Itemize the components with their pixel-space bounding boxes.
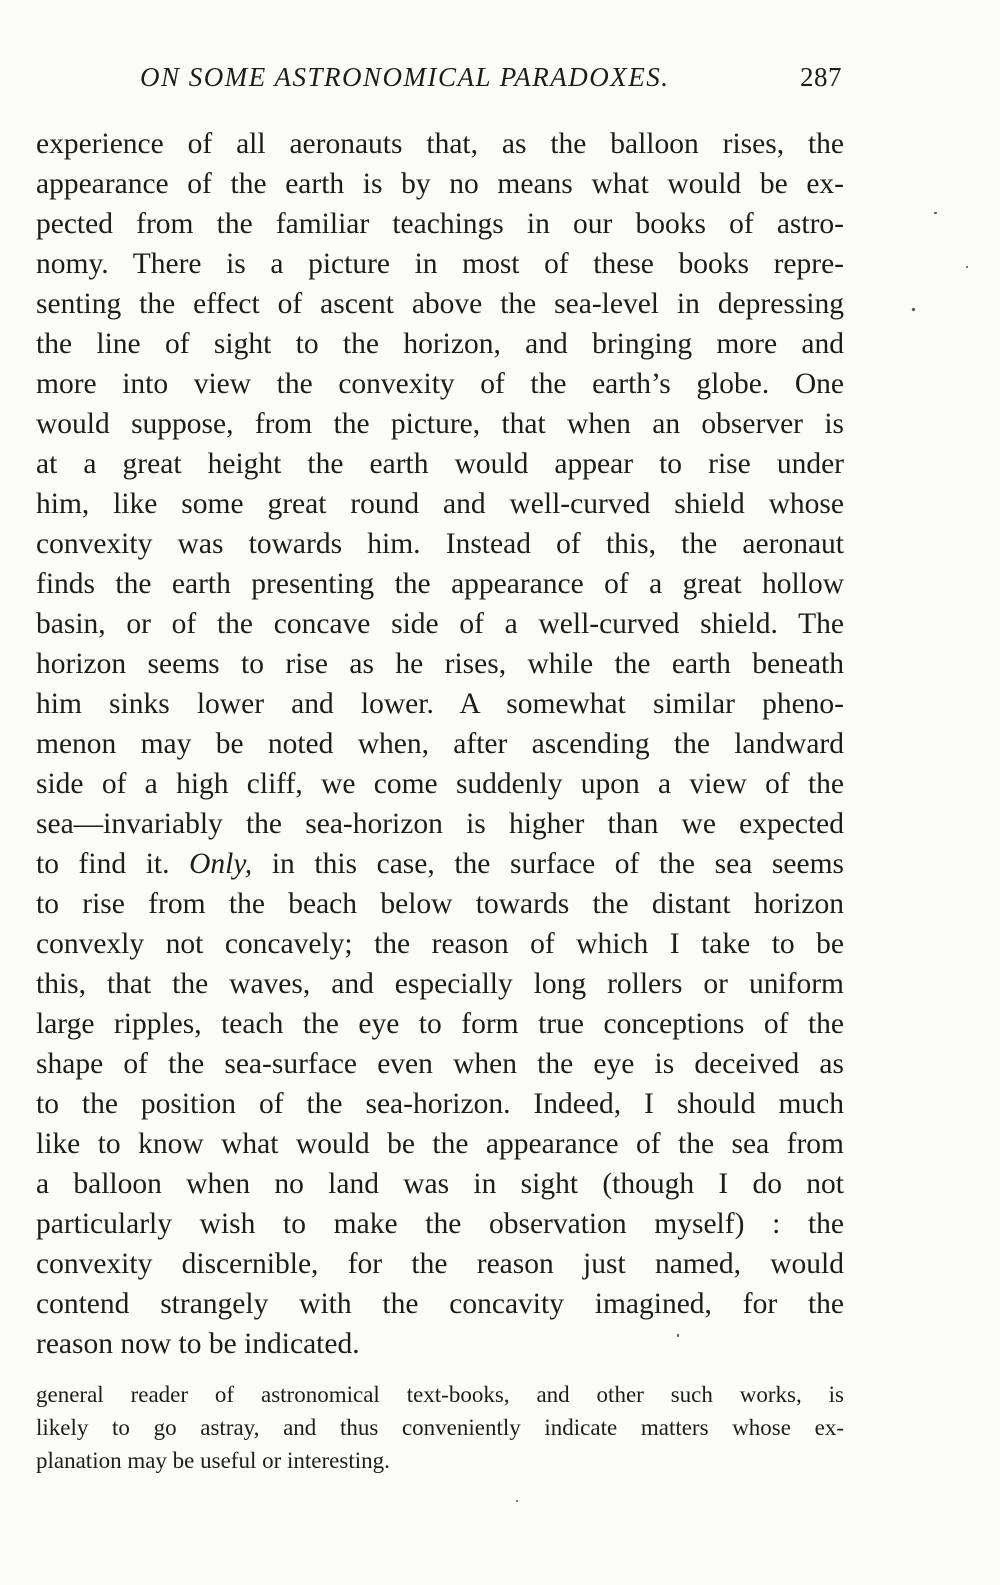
text-line: nomy. There is a picture in most of these books repre-	[36, 248, 844, 280]
text-line: senting the effect of ascent above the sea-level in depressing	[36, 288, 844, 320]
scan-speck	[677, 1334, 679, 1337]
text-line: shape of the sea-surface even when the eye is deceived as	[36, 1048, 844, 1080]
text-line: pected from the familiar teachings in our books of astro-	[36, 208, 844, 240]
text-line: this, that the waves, and especially long rollers or uniform	[36, 968, 844, 1000]
text-segment: to find it.	[36, 848, 170, 880]
footnote-line: planation may be useful or interesting.	[36, 1448, 390, 1473]
text-line: at a great height the earth would appear to rise under	[36, 448, 844, 480]
text-line: menon may be noted when, after ascending the landward	[36, 728, 844, 760]
text-line: side of a high cliff, we come suddenly upon a view of the	[36, 768, 844, 800]
scan-speck	[966, 266, 968, 268]
text-line: to the position of the sea-horizon. Indeed, I should much	[36, 1088, 844, 1120]
text-line: contend strangely with the concavity imagined, for the	[36, 1288, 844, 1320]
text-line: finds the earth presenting the appearance of a great hollow	[36, 568, 844, 600]
emphasis-only: Only,	[189, 848, 253, 880]
text-line: him sinks lower and lower. A somewhat similar pheno-	[36, 688, 844, 720]
text-line: to rise from the beach below towards the distant horizon	[36, 888, 844, 920]
text-line: particularly wish to make the observation myself) : the	[36, 1208, 844, 1240]
scan-speck	[516, 1500, 518, 1502]
text-line: the line of sight to the horizon, and bringing more and	[36, 328, 844, 360]
scan-speck	[911, 307, 915, 311]
text-line: large ripples, teach the eye to form true conceptions of the	[36, 1008, 844, 1040]
text-line: appearance of the earth is by no means what would be ex-	[36, 168, 844, 200]
text-line: sea—invariably the sea-horizon is higher than we expected	[36, 808, 844, 840]
text-line: experience of all aeronauts that, as the balloon rises, the	[36, 128, 844, 160]
footnote-line: general reader of astronomical text-books, and other such works, is	[36, 1382, 844, 1407]
scan-speck	[934, 212, 937, 214]
text-line: a balloon when no land was in sight (though I do not	[36, 1168, 844, 1200]
text-line: basin, or of the concave side of a well-curved shield. The	[36, 608, 844, 640]
text-line: reason now to be indicated.	[36, 1328, 360, 1360]
text-segment: in this case, the surface of the sea seems	[271, 848, 845, 880]
page-number: 287	[800, 62, 842, 92]
text-line: would suppose, from the picture, that when an observer is	[36, 408, 844, 440]
text-line: like to know what would be the appearance of the sea from	[36, 1128, 844, 1160]
text-line-with-emphasis	[36, 844, 844, 884]
text-line: convexity discernible, for the reason just named, would	[36, 1248, 844, 1280]
footnote	[36, 1378, 844, 1477]
text-line: convexity was towards him. Instead of this, the aeronaut	[36, 528, 844, 560]
text-line: more into view the convexity of the earth’s globe. One	[36, 368, 844, 400]
text-line: horizon seems to rise as he rises, while the earth beneath	[36, 648, 844, 680]
body-paragraph	[36, 124, 844, 1364]
running-title: ON SOME ASTRONOMICAL PARADOXES.	[140, 62, 670, 92]
footnote-line: likely to go astray, and thus conveniently indicate matters whose ex-	[36, 1415, 844, 1440]
text-line: him, like some great round and well-curved shield whose	[36, 488, 844, 520]
text-line: convexly not concavely; the reason of which I take to be	[36, 928, 844, 960]
